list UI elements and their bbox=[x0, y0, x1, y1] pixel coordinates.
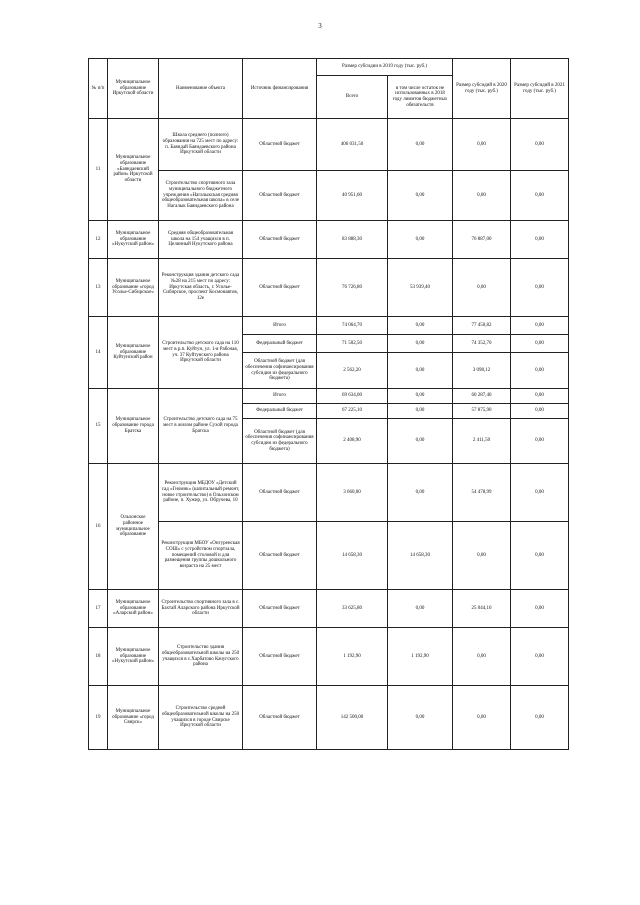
cell-total: 69 634,00 bbox=[317, 389, 388, 404]
cell-2021: 0,00 bbox=[511, 317, 569, 335]
cell-2020: 0,00 bbox=[453, 686, 511, 750]
cell-object: Реконструкция МБОУ «Онгуренская СОШ» с устройством спортзала, помещений столовой и для размещения группы дошкольного возраста на 25 мест bbox=[159, 522, 243, 590]
cell-object: Реконструкция МБДОУ «Детский сад «Гномик» (капитальный ремонт, новое строительство) в Ольхонском районе, п. Хужир, ул. Обручева, 10 bbox=[159, 464, 243, 522]
cell-2020: 2 411,50 bbox=[453, 419, 511, 464]
cell-incl: 0,00 bbox=[388, 464, 453, 522]
cell-object: Строительство детского сада на 75 мест в жилом районе Сухой города Братска bbox=[159, 389, 243, 464]
cell-source: Федеральный бюджет bbox=[243, 404, 317, 419]
cell-total: 1 192,90 bbox=[317, 628, 388, 686]
cell-2021: 0,00 bbox=[511, 686, 569, 750]
table-row bbox=[89, 590, 569, 628]
subsidy-table bbox=[88, 58, 569, 750]
table-row bbox=[89, 221, 569, 259]
cell-2020: 0,00 bbox=[453, 171, 511, 221]
header-object: Наименование объекта bbox=[159, 59, 243, 119]
page-number: 3 bbox=[318, 22, 322, 30]
cell-2020: 54 478,99 bbox=[453, 464, 511, 522]
table-row bbox=[89, 628, 569, 686]
cell-municipality: Муниципальное образование «Нукутский район» bbox=[108, 221, 159, 259]
cell-total: 142 500,00 bbox=[317, 686, 388, 750]
cell-2021: 0,00 bbox=[511, 590, 569, 628]
cell-source: Итого bbox=[243, 389, 317, 404]
cell-object: Строительство спортивного зала муниципального бюджетного учреждения «Нагалыкская средняя общеобразовательная школа» в селе Нагалык Баяндаевского района bbox=[159, 171, 243, 221]
cell-total: 40 951,60 bbox=[317, 171, 388, 221]
cell-2020: 0,00 bbox=[453, 522, 511, 590]
cell-incl: 14 658,30 bbox=[388, 522, 453, 590]
table-row bbox=[89, 389, 569, 404]
cell-incl: 0,00 bbox=[388, 419, 453, 464]
cell-total: 14 658,30 bbox=[317, 522, 388, 590]
cell-2021: 0,00 bbox=[511, 259, 569, 317]
cell-2020: 3 098,12 bbox=[453, 353, 511, 389]
cell-total: 76 726,80 bbox=[317, 259, 388, 317]
cell-2021: 0,00 bbox=[511, 419, 569, 464]
cell-source: Итого bbox=[243, 317, 317, 335]
cell-incl: 53 939,40 bbox=[388, 259, 453, 317]
cell-source: Областной бюджет bbox=[243, 259, 317, 317]
cell-object: Средняя общеобразовательная школа на 154 учащихся в п. Целинный Нукутского района bbox=[159, 221, 243, 259]
cell-num: 12 bbox=[89, 221, 108, 259]
header-source: Источник финансирования bbox=[243, 59, 317, 119]
cell-num: 13 bbox=[89, 259, 108, 317]
table-row bbox=[89, 171, 569, 221]
cell-incl: 0,00 bbox=[388, 335, 453, 353]
cell-num: 19 bbox=[89, 686, 108, 750]
cell-incl: 0,00 bbox=[388, 389, 453, 404]
header-municipality: Муниципальное образование Иркутской области bbox=[108, 59, 159, 119]
cell-2020: 0,00 bbox=[453, 119, 511, 171]
cell-incl: 0,00 bbox=[388, 317, 453, 335]
table-row bbox=[89, 259, 569, 317]
cell-incl: 0,00 bbox=[388, 171, 453, 221]
cell-incl: 0,00 bbox=[388, 221, 453, 259]
cell-source: Областной бюджет bbox=[243, 590, 317, 628]
cell-total: 67 225,10 bbox=[317, 404, 388, 419]
cell-source: Областной бюджет bbox=[243, 628, 317, 686]
header-total: Всего bbox=[317, 76, 388, 119]
cell-municipality: Муниципальное образование «Баяндаевский район» Иркутской области bbox=[108, 119, 159, 221]
cell-total: 33 625,80 bbox=[317, 590, 388, 628]
cell-total: 2 408,90 bbox=[317, 419, 388, 464]
cell-2020: 77 450,82 bbox=[453, 317, 511, 335]
table-row bbox=[89, 464, 569, 522]
cell-total: 2 562,20 bbox=[317, 353, 388, 389]
header-num: № п/п bbox=[89, 59, 108, 119]
cell-source: Федеральный бюджет bbox=[243, 335, 317, 353]
cell-2021: 0,00 bbox=[511, 221, 569, 259]
cell-2021: 0,00 bbox=[511, 389, 569, 404]
cell-municipality: Муниципальное образование города Братска bbox=[108, 389, 159, 464]
cell-2021: 0,00 bbox=[511, 522, 569, 590]
table-row bbox=[89, 522, 569, 590]
cell-incl: 0,00 bbox=[388, 119, 453, 171]
cell-2020: 0,00 bbox=[453, 628, 511, 686]
cell-municipality: Муниципальное образование «Нукутский район» bbox=[108, 628, 159, 686]
cell-object: Строительство спортивного зала в с. Бахтай Аларского района Иркутской области bbox=[159, 590, 243, 628]
cell-2020: 76 887,00 bbox=[453, 221, 511, 259]
cell-municipality: Муниципальное образование «город Свирск» bbox=[108, 686, 159, 750]
cell-2021: 0,00 bbox=[511, 404, 569, 419]
cell-incl: 0,00 bbox=[388, 353, 453, 389]
cell-object: Школа среднего (полного) образования на 725 мест по адресу: п. Баяндай Баяндаевского района Иркутской области bbox=[159, 119, 243, 171]
cell-source: Областной бюджет bbox=[243, 221, 317, 259]
cell-incl: 0,00 bbox=[388, 404, 453, 419]
cell-num: 11 bbox=[89, 119, 108, 221]
cell-source: Областной бюджет (для обеспечения софинансирования субсидии из федерального бюджета) bbox=[243, 353, 317, 389]
cell-2021: 0,00 bbox=[511, 464, 569, 522]
cell-num: 18 bbox=[89, 628, 108, 686]
cell-object: Строительство здания общеобразовательной школы на 250 учащихся в с.Харбатово Качугского района bbox=[159, 628, 243, 686]
cell-source: Областной бюджет bbox=[243, 464, 317, 522]
cell-municipality: Муниципальное образование Куйтунский район bbox=[108, 317, 159, 389]
cell-source: Областной бюджет bbox=[243, 522, 317, 590]
cell-total: 83 888,30 bbox=[317, 221, 388, 259]
header-2019-group: Размер субсидии в 2019 году (тыс. руб.) bbox=[317, 59, 453, 76]
cell-2021: 0,00 bbox=[511, 171, 569, 221]
cell-source: Областной бюджет bbox=[243, 686, 317, 750]
cell-source: Областной бюджет bbox=[243, 119, 317, 171]
header-2021: Размер субсидий в 2021 году (тыс. руб.) bbox=[511, 59, 569, 119]
cell-2021: 0,00 bbox=[511, 335, 569, 353]
cell-object: Строительство средней общеобразовательной школы на 250 учащихся в городе Свирске Иркутской области bbox=[159, 686, 243, 750]
table-row bbox=[89, 686, 569, 750]
cell-source: Областной бюджет (для обеспечения софинансирования субсидии из федерального бюджета) bbox=[243, 419, 317, 464]
table-row bbox=[89, 317, 569, 335]
cell-num: 16 bbox=[89, 464, 108, 590]
cell-2020: 25 044,10 bbox=[453, 590, 511, 628]
cell-2020: 57 875,90 bbox=[453, 404, 511, 419]
cell-municipality: Муниципальное образование «Аларский район» bbox=[108, 590, 159, 628]
cell-2020: 60 287,40 bbox=[453, 389, 511, 404]
cell-total: 74 064,70 bbox=[317, 317, 388, 335]
cell-total: 71 502,50 bbox=[317, 335, 388, 353]
cell-source: Областной бюджет bbox=[243, 171, 317, 221]
header-2020: Размер субсидий в 2020 году (тыс. руб.) bbox=[453, 59, 511, 119]
cell-total: 406 031,50 bbox=[317, 119, 388, 171]
cell-incl: 1 192,90 bbox=[388, 628, 453, 686]
cell-2021: 0,00 bbox=[511, 353, 569, 389]
cell-2021: 0,00 bbox=[511, 628, 569, 686]
cell-num: 17 bbox=[89, 590, 108, 628]
cell-object: Строительство детского сада на 110 мест в р.п. Куйтун, ул. 1-я Рабочая, уч. 37 Куйтунского района Иркутской области bbox=[159, 317, 243, 389]
cell-incl: 0,00 bbox=[388, 590, 453, 628]
cell-num: 15 bbox=[89, 389, 108, 464]
cell-2021: 0,00 bbox=[511, 119, 569, 171]
cell-municipality: Ольхонское районное муниципальное образование bbox=[108, 464, 159, 590]
cell-incl: 0,00 bbox=[388, 686, 453, 750]
cell-num: 14 bbox=[89, 317, 108, 389]
cell-object: Реконструкция здания детского сада №28 на 215 мест по адресу: Иркутская область, г. Усолье-Сибирское, проспект Космонавтов, 12е bbox=[159, 259, 243, 317]
cell-total: 3 660,00 bbox=[317, 464, 388, 522]
cell-municipality: Муниципальное образование «город Усолье-Сибирское» bbox=[108, 259, 159, 317]
table-row bbox=[89, 119, 569, 171]
cell-2020: 0,00 bbox=[453, 259, 511, 317]
header-incl-2018: в том числе остаток не использованных в 2018 году лимитов бюджетных обязательств bbox=[388, 76, 453, 119]
cell-2020: 74 352,70 bbox=[453, 335, 511, 353]
